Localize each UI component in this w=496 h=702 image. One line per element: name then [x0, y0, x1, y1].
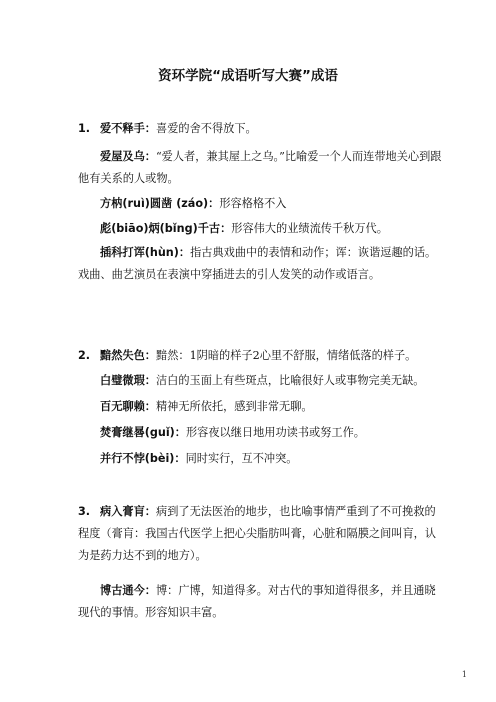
- entry-8: [78, 396, 446, 418]
- entry-3: [78, 193, 446, 215]
- idiom-term: 爱不释手：: [100, 122, 156, 135]
- entry-11: [78, 501, 446, 567]
- idiom-definition: 形容伟大的业绩流传千秋万代。: [231, 222, 388, 235]
- entry-4: [78, 218, 446, 240]
- idiom-definition: “爱人者，兼其屋上之乌。”比喻爱一个人而连带地关心到跟他有关系的人或物。: [78, 150, 442, 185]
- idiom-definition: 博：广博，知道得多。对古代的事知道得很多，并且通晓现代的事情。形容知识丰富。: [78, 584, 436, 619]
- idiom-term: 并行不悖(bèi)：: [100, 452, 186, 465]
- idiom-term: 白璧微瑕：: [100, 374, 156, 387]
- page-number: 1: [461, 670, 467, 679]
- entry-10: [78, 448, 446, 470]
- idiom-term: 病入膏肓：: [100, 505, 156, 518]
- entry-1: [78, 118, 446, 140]
- entry-2: [78, 146, 446, 190]
- idiom-term: 彪(biāo)炳(bǐng)千古：: [100, 222, 232, 235]
- idiom-definition: 形容格格不入: [219, 197, 287, 210]
- entry-6: [78, 345, 446, 367]
- entry-5: [78, 242, 446, 286]
- idiom-definition: 洁白的玉面上有些斑点，比喻很好人或事物完美无缺。: [155, 374, 425, 387]
- idiom-definition: 指古典戏曲中的表情和动作；诨：诙谐逗趣的话。戏曲、曲艺演员在表演中穿插进去的引人发笑的动作或语言。: [78, 246, 437, 281]
- idiom-definition: 黯然：1阴暗的样子2心里不舒服，情绪低落的样子。: [156, 349, 417, 362]
- idiom-definition: 同时实行，互不冲突。: [185, 452, 298, 465]
- entry-9: [78, 422, 446, 444]
- idiom-term: 插科打诨(hùn)：: [100, 246, 191, 259]
- idiom-term: 黯然失色：: [100, 349, 156, 362]
- entry-12: [78, 580, 446, 624]
- idiom-term: 方枘(ruì)圆凿 (záo)：: [100, 197, 220, 210]
- section-number: 2.: [78, 349, 91, 362]
- section-number: 1.: [78, 122, 91, 135]
- page-title: 资环学院“成语听写大赛”成语: [158, 68, 338, 84]
- idiom-definition: 喜爱的舍不得放下。: [156, 122, 257, 135]
- idiom-term: 爱屋及乌：: [100, 150, 156, 163]
- idiom-definition: 精神无所依托，感到非常无聊。: [155, 400, 313, 413]
- idiom-definition: 病到了无法医治的地步，也比喻事情严重到了不可挽救的程度（膏肓：我国古代医学上把心尖脂肪叫膏，心脏和隔膜之间叫肓，认为是药力达不到的地方）。: [78, 505, 437, 562]
- idiom-definition: 形容夜以继日地用功读书或努工作。: [185, 426, 365, 439]
- idiom-term: 博古通今：: [100, 584, 156, 597]
- section-number: 3.: [78, 505, 91, 518]
- idiom-term: 百无聊赖：: [100, 400, 156, 413]
- entry-7: [78, 370, 446, 392]
- idiom-term: 焚膏继晷(guǐ)：: [100, 426, 186, 439]
